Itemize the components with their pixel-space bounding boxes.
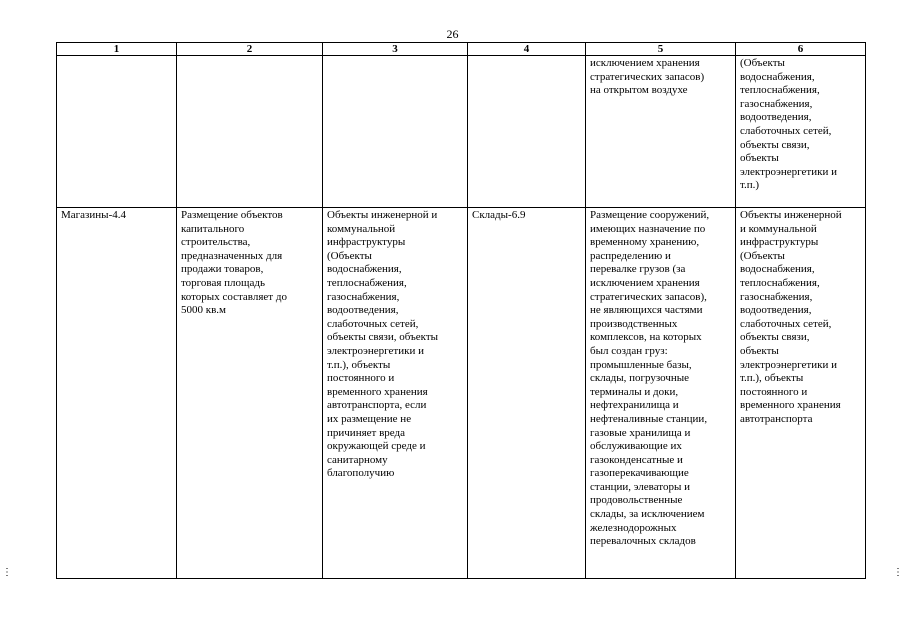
cell-text-line: временного хранения	[740, 399, 841, 412]
table-cell	[468, 56, 586, 208]
cell-text-line: объекты связи,	[740, 331, 810, 344]
table-row-continued	[57, 56, 866, 208]
cell-text-line: терминалы и доки,	[590, 385, 679, 398]
cell-text-line: станции, элеваторы и	[590, 480, 690, 493]
cell-text-line: т.п.)	[740, 179, 760, 192]
cell-text-line: электроэнергетики и	[327, 344, 424, 357]
cell-text-line: теплоснабжения,	[327, 276, 407, 289]
cell-text-line: на открытом воздухе	[590, 84, 688, 97]
cell-text-line: электроэнергетики и	[740, 358, 837, 371]
cell-text-line: комплексов, на которых	[590, 331, 702, 344]
table-cell	[177, 208, 323, 579]
cell-text-line: автотранспорта	[740, 412, 813, 425]
cell-text-line: железнодорожных	[590, 521, 677, 534]
cell-text-line: Объекты инженерной	[740, 209, 842, 221]
cell-text-line: санитарному	[327, 453, 388, 466]
cell-text-line: их размещение не	[327, 412, 412, 425]
cell-text-line: Размещение сооружений,	[590, 209, 710, 221]
cell-text-line: инфраструктуры	[740, 236, 819, 249]
cell-text-line: газоснабжения,	[740, 97, 813, 110]
column-header-2: 2	[177, 43, 323, 56]
cell-text-line: газоснабжения,	[327, 290, 400, 303]
cell-text-line: которых составляет до	[181, 290, 287, 303]
cell-text-line: водоотведения,	[740, 304, 812, 317]
column-header-5: 5	[586, 43, 736, 56]
cell-text-line: имеющих назначение по	[590, 222, 706, 235]
cell-text-line: временного хранения	[327, 385, 428, 398]
cell-text-line: Размещение объектов	[181, 209, 283, 221]
right-edge-mark: ⋮	[893, 567, 903, 578]
cell-text-line: водоотведения,	[327, 304, 399, 317]
cell-text-line: объекты	[740, 344, 779, 357]
cell-text-line: постоянного и	[740, 385, 808, 398]
cell-text-line: водоснабжения,	[740, 263, 815, 276]
cell-text-line: окружающей среде и	[327, 440, 426, 453]
cell-text-line: промышленные базы,	[590, 358, 692, 371]
cell-text-line: исключением хранения	[590, 57, 700, 69]
cell-text-line: Склады-6.9	[472, 209, 526, 221]
column-header-6: 6	[736, 43, 866, 56]
cell-text-line: временному хранению,	[590, 236, 700, 249]
cell-text-line: газоснабжения,	[740, 290, 813, 303]
cell-text-line: продовольственные	[590, 494, 683, 507]
cell-text-line: газоконденсатные и	[590, 453, 683, 466]
cell-text-line: т.п.), объекты	[740, 372, 804, 385]
cell-text-line: (Объекты	[740, 249, 785, 262]
cell-text-line: перевалочных складов	[590, 535, 696, 548]
cell-text-line: теплоснабжения,	[740, 84, 820, 97]
cell-text-line: склады, за исключением	[590, 508, 705, 521]
cell-text-line: постоянного и	[327, 372, 395, 385]
cell-text-line: слаботочных сетей,	[740, 317, 832, 330]
cell-text-line: перевалке грузов (за	[590, 263, 686, 276]
table-cell	[57, 56, 177, 208]
cell-text-line: автотранспорта, если	[327, 399, 427, 412]
cell-text-line: производственных	[590, 317, 678, 330]
cell-text-line: газоперекачивающие	[590, 467, 689, 480]
table-cell	[736, 208, 866, 579]
cell-text-line: (Объекты	[740, 57, 785, 69]
cell-text-line: был создан груз:	[590, 344, 668, 357]
cell-text-line: водоотведения,	[740, 111, 812, 124]
cell-text-line: торговая площадь	[181, 276, 265, 289]
cell-text-line: водоснабжения,	[327, 263, 402, 276]
cell-text-line: причиняет вреда	[327, 426, 405, 439]
cell-text-line: нефтехранилища и	[590, 399, 679, 412]
cell-text-line: инфраструктуры	[327, 236, 406, 249]
cell-text-line: коммунальной	[327, 222, 396, 235]
table-cell	[177, 56, 323, 208]
cell-text-line: (Объекты	[327, 249, 372, 262]
cell-text-line: строительства,	[181, 236, 251, 249]
cell-text-line: предназначенных для	[181, 249, 283, 262]
cell-text-line: стратегических запасов)	[590, 70, 705, 83]
column-header-1: 1	[57, 43, 177, 56]
cell-text-line: 5000 кв.м	[181, 304, 226, 317]
cell-text-line: распределению и	[590, 249, 671, 262]
table-cell	[323, 208, 468, 579]
table-cell	[57, 208, 177, 579]
cell-text-line: объекты связи,	[740, 138, 810, 151]
cell-text-line: объекты	[740, 152, 779, 165]
table-cell	[736, 56, 866, 208]
cell-text-line: т.п.), объекты	[327, 358, 391, 371]
cell-text-line: обслуживающие их	[590, 440, 682, 453]
cell-text-line: слаботочных сетей,	[327, 317, 419, 330]
cell-text-line: Магазины-4.4	[61, 209, 126, 221]
column-header-4: 4	[468, 43, 586, 56]
cell-text-line: и коммунальной	[740, 222, 817, 235]
cell-text-line: теплоснабжения,	[740, 276, 820, 289]
table-cell	[323, 56, 468, 208]
cell-text-line: исключением хранения	[590, 276, 700, 289]
table-cell	[586, 208, 736, 579]
cell-text-line: капитального	[181, 222, 245, 235]
cell-text-line: не являющихся частями	[590, 304, 703, 317]
zoning-table	[56, 42, 866, 579]
table-row-shops	[57, 208, 866, 579]
cell-text-line: Объекты инженерной и	[327, 209, 438, 221]
cell-text-line: электроэнергетики и	[740, 165, 837, 178]
cell-text-line: водоснабжения,	[740, 70, 815, 83]
cell-text-line: благополучию	[327, 467, 395, 480]
cell-text-line: объекты связи, объекты	[327, 331, 439, 344]
cell-text-line: склады, погрузочные	[590, 372, 690, 385]
cell-text-line: газовые хранилища и	[590, 426, 691, 439]
page-number: 26	[446, 27, 459, 41]
table-cell	[586, 56, 736, 208]
cell-text-line: стратегических запасов),	[590, 290, 707, 303]
table-cell	[468, 208, 586, 579]
cell-text-line: слаботочных сетей,	[740, 124, 832, 137]
cell-text-line: продажи товаров,	[181, 263, 264, 276]
table-header-row	[57, 43, 866, 56]
cell-text-line: нефтеналивные станции,	[590, 412, 708, 425]
left-edge-mark: ⋮	[2, 567, 12, 578]
column-header-3: 3	[323, 43, 468, 56]
